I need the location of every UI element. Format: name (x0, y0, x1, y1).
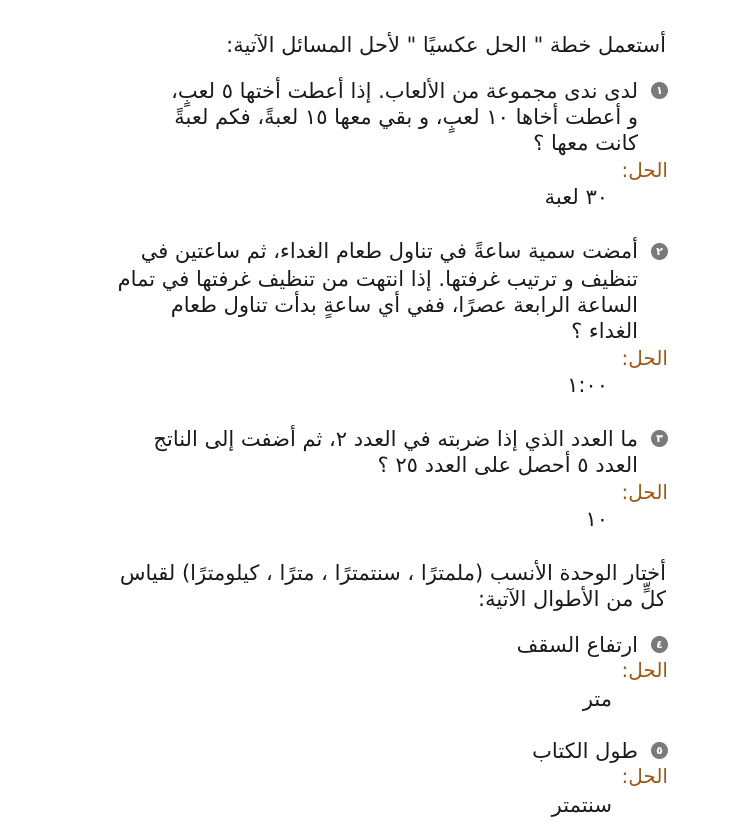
question-3-line-2: العدد ٥ أحصل على العدد ٢٥ ؟ (377, 453, 638, 477)
solution-label-5: الحل: (621, 764, 668, 788)
question-1-line-1: لدى ندى مجموعة من الألعاب. إذا أعطت أختها ٥ لعبٍ، (171, 79, 638, 103)
question-number-1: ١ (651, 82, 668, 99)
question-2-line-4: الغداء ؟ (571, 319, 638, 343)
answer-4: متر (582, 687, 612, 711)
units-instruction-line-1: أختار الوحدة الأنسب (ملمترًا ، سنتمترًا ، مترًا ، كيلومترًا) لقياس (119, 561, 666, 585)
question-2-line-1: أمضت سمية ساعةً في تناول طعام الغداء، ثم ساعتين في (140, 239, 638, 263)
question-5-text: طول الكتاب (532, 739, 638, 763)
question-number-3: ٣ (651, 430, 668, 447)
units-instruction-line-2: كلٍّ من الأطوال الآتية: (478, 587, 666, 611)
question-4-text: ارتفاع السقف (516, 633, 638, 657)
question-number-2: ٢ (651, 243, 668, 260)
answer-5: سنتمتر (551, 793, 612, 817)
answer-1: ٣٠ لعبة (544, 185, 608, 209)
answer-3: ١٠ (585, 507, 608, 531)
solution-label-3: الحل: (621, 480, 668, 504)
answer-2: ١:٠٠ (567, 373, 608, 397)
solution-label-2: الحل: (621, 346, 668, 370)
intro-instruction: أستعمل خطة " الحل عكسيًا " لأحل المسائل الآتية: (226, 33, 666, 57)
question-2-line-2: تنظيف و ترتيب غرفتها. إذا انتهت من تنظيف غرفتها في تمام (117, 267, 638, 291)
question-2-line-3: الساعة الرابعة عصرًا، ففي أي ساعةٍ بدأت تناول طعام (170, 293, 638, 317)
question-number-4: ٤ (651, 636, 668, 653)
question-1-line-3: كانت معها ؟ (533, 131, 638, 155)
question-3-line-1: ما العدد الذي إذا ضربته في العدد ٢، ثم أضفت إلى الناتج (153, 427, 638, 451)
question-1-line-2: و أعطت أخاها ١٠ لعبٍ، و بقي معها ١٥ لعبةً، فكم لعبةً (174, 105, 638, 129)
solution-label-4: الحل: (621, 658, 668, 682)
solution-label-1: الحل: (621, 158, 668, 182)
question-number-5: ٥ (651, 742, 668, 759)
